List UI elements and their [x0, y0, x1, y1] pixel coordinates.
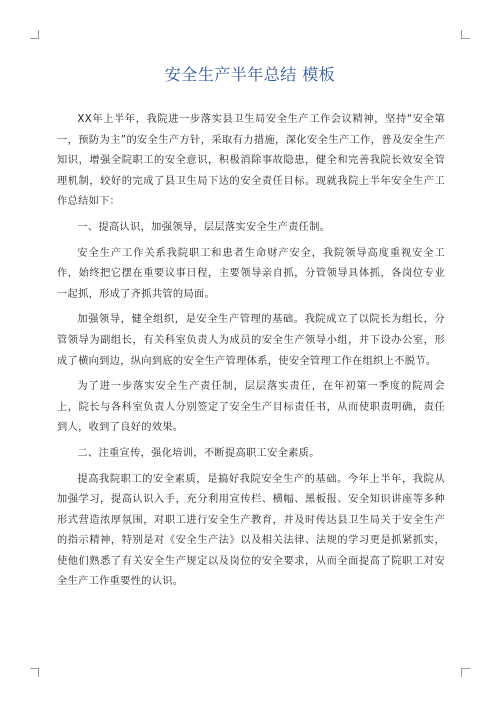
document-body	[57, 110, 445, 593]
paragraph-section-2-a: 提高我院职工的安全素质，是搞好我院安全生产的基础。今年上半年，我院从加强学习，提高认识入手，充分利用宣传栏、横幅、黑板报、安全知识讲座等多种形式营造浓厚氛围，对职工进行安全生产教育，并及时传达县卫生局关于安全生产的指示精神，特别是对《安全生产法》以及相关法律、法规的学习更是抓紧抓实，使他们熟悉了有关安全生产规定以及岗位的安全要求，从而全面提高了院职工对安全生产工作重要性的认识。	[57, 473, 445, 588]
crop-mark-bottom-left	[30, 668, 39, 677]
paragraph-intro: XX年上半年，我院进一步落实县卫生局安全生产工作会议精神，坚持“安全第一，预防为主”的安全生产方针，采取有力措施，深化安全生产工作，普及安全生产知识，增强全院职工的安全意识，积极消除事故隐患，健全和完善我院长效安全管理机制，较好的完成了县卫生局下达的安全责任目标。现就我院上半年安全生产工作总结如下：	[57, 114, 445, 208]
crop-mark-bottom-right	[461, 668, 470, 677]
paragraph-section-1-a: 安全生产工作关系我院职工和患者生命财产安全，我院领导高度重视安全工作，始终把它摆在重要议事日程，主要领导亲自抓，分管领导具体抓，各岗位专业一起抓，形成了齐抓共管的局面。	[57, 247, 445, 300]
crop-mark-top-right	[461, 30, 470, 39]
paragraph-section-1-b: 加强领导，健全组织，是安全生产管理的基础。我院成立了以院长为组长，分管领导为副组长，有关科室负责人为成员的安全生产领导小组，并下设办公室，形成了横向到边，纵向到底的安全生产管理体系，使安全管理工作在组织上不脱节。	[57, 314, 445, 367]
section-heading-2: 二、注重宣传，强化培训，不断提高职工安全素质。	[77, 447, 320, 459]
section-heading-1: 一、提高认识，加强领导，层层落实安全生产责任制。	[77, 221, 331, 233]
document-title: 安全生产半年总结 模板	[164, 65, 336, 84]
paragraph-section-1-c: 为了进一步落实安全生产责任制，层层落实责任，在年初第一季度的院周会上，院长与各科室负责人分别签定了安全生产目标责任书，从而使职责明确，责任到人，收到了良好的效果。	[57, 381, 445, 434]
crop-mark-top-left	[30, 30, 39, 39]
